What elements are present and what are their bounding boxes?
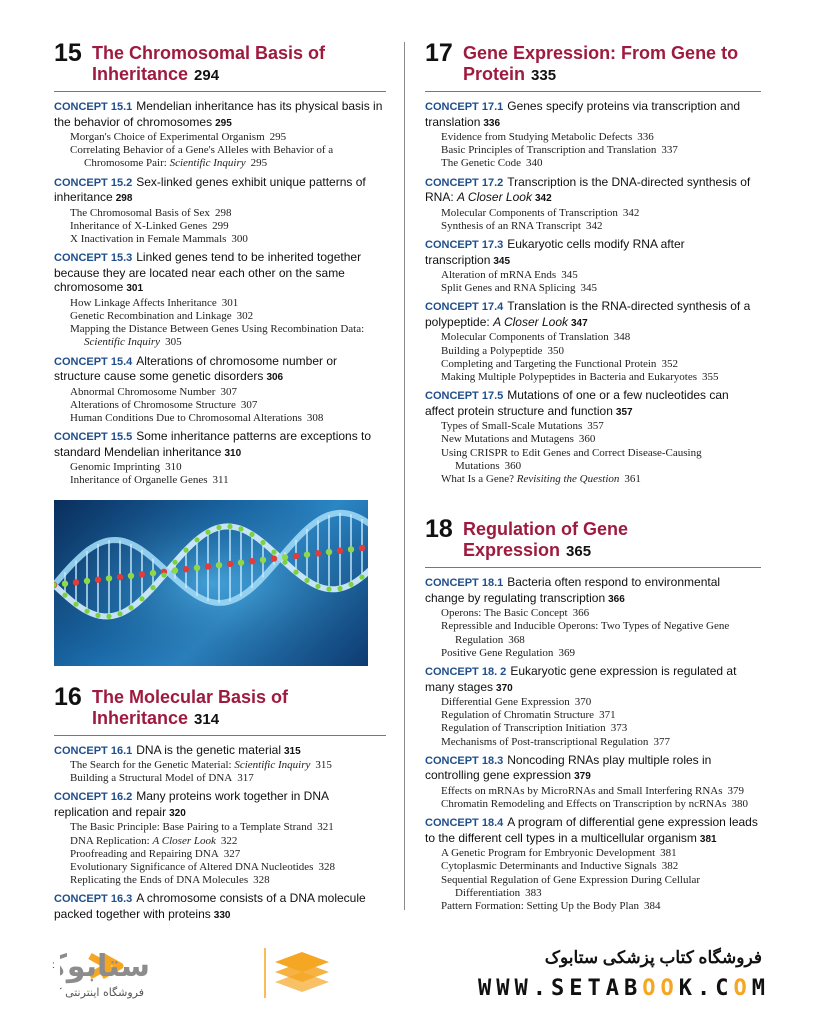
- topic-page: 380: [731, 798, 748, 811]
- topic-text: Alterations of Chromosome Structure: [70, 398, 236, 411]
- topic-page: 295: [269, 131, 287, 143]
- topic-page: 311: [212, 474, 229, 487]
- concept-text: A program of differential gene expression leads to the different cell types in a multicellular organism: [425, 815, 758, 845]
- concept-page: 315: [283, 745, 301, 757]
- topic-text: Pattern Formation: Setting Up the Body Plan: [441, 900, 639, 913]
- topic-page: 342: [622, 206, 640, 219]
- topic-item[interactable]: [70, 821, 386, 834]
- topic-item[interactable]: [441, 433, 761, 446]
- topic-item[interactable]: [441, 736, 761, 749]
- chapter-number: 15: [54, 39, 82, 67]
- topic-page: 342: [585, 219, 603, 232]
- topic-page: 295: [250, 157, 268, 170]
- topic-list: [54, 297, 386, 350]
- topic-page: 366: [572, 607, 590, 620]
- topic-text: Sequential Regulation of Gene Expression During Cellular Differentiation: [441, 873, 701, 899]
- topic-text: New Mutations and Mutagens: [441, 433, 574, 446]
- topic-item[interactable]: [441, 620, 761, 646]
- topic-text: Synthesis of an RNA Transcript: [441, 219, 581, 232]
- topic-text: Cytoplasmic Determinants and Inductive Signals: [441, 860, 657, 873]
- topic-page: 299: [212, 219, 229, 232]
- topic-page: 350: [547, 344, 564, 357]
- chapter-header: [54, 40, 386, 92]
- topic-item[interactable]: [441, 420, 761, 433]
- chapter-page: 365: [566, 543, 592, 561]
- topic-page: 327: [223, 847, 241, 860]
- topic-list: [54, 461, 386, 487]
- concept-page: 310: [224, 447, 242, 459]
- concept-text: Mendelian inheritance has its physical basis in the behavior of chromosomes: [54, 99, 383, 129]
- concept-page: 347: [571, 317, 588, 329]
- concept-page: 306: [266, 372, 284, 384]
- topic-item[interactable]: [70, 131, 386, 144]
- chapter-title[interactable]: [463, 40, 761, 86]
- topic-text: Building a Structural Model of DNA: [70, 772, 233, 785]
- chapter-header: [54, 684, 386, 736]
- concept-heading[interactable]: [54, 429, 386, 461]
- concept-text: Linked genes tend to be inherited together because they are located near each other on the same chromosome: [54, 250, 362, 295]
- topic-text: Morgan's Choice of Experimental Organism: [70, 131, 265, 143]
- setabook-logo-graphic: [60, 942, 350, 1002]
- topic-page: 382: [661, 860, 679, 873]
- topic-text: DNA Replication:: [70, 834, 153, 847]
- concept-text: Noncoding RNAs play multiple roles in controlling gene expression: [425, 752, 712, 783]
- concept-text-italic: A Closer Look: [457, 190, 532, 205]
- topic-text: Completing and Targeting the Functional Protein: [441, 357, 657, 370]
- setabook-logo: [60, 942, 350, 1002]
- topic-page: 305: [165, 336, 182, 349]
- topic-text: Correlating Behavior of a Gene's Alleles with Behavior of a Chromosome Pair:: [70, 144, 334, 170]
- topic-item[interactable]: [441, 722, 761, 735]
- topic-text: A Genetic Program for Embryonic Development: [441, 847, 656, 860]
- topic-text: Regulation of Chromatin Structure: [441, 709, 595, 722]
- topic-text: Types of Small-Scale Mutations: [441, 420, 583, 433]
- topic-text: Repressible and Inducible Operons: Two Types of Negative Gene Regulation: [441, 620, 730, 646]
- topic-page: 308: [306, 411, 324, 424]
- concept-entry: [425, 815, 761, 913]
- topic-italic: Scientific Inquiry: [234, 759, 311, 772]
- topic-page: 345: [561, 269, 578, 282]
- topic-item[interactable]: [441, 144, 761, 157]
- chapter-number: 16: [54, 682, 82, 711]
- concept-text: A chromosome consists of a DNA molecule packed together with proteins: [54, 891, 366, 921]
- concept-heading[interactable]: [54, 354, 386, 386]
- concept-label: CONCEPT 17.4: [425, 301, 504, 314]
- topic-page: 371: [599, 709, 616, 722]
- topic-page: 373: [610, 722, 628, 735]
- page-mark: :: [52, 960, 55, 971]
- topic-item[interactable]: [70, 861, 386, 874]
- topic-page: 360: [504, 459, 522, 472]
- concept-heading[interactable]: [425, 575, 761, 607]
- concept-entry: [425, 664, 761, 749]
- topic-item[interactable]: [70, 310, 386, 323]
- topic-text: Positive Gene Regulation: [441, 646, 554, 659]
- topic-page: 307: [220, 385, 237, 398]
- concept-heading[interactable]: [425, 99, 761, 131]
- topic-item[interactable]: [441, 157, 761, 170]
- chapter-title[interactable]: [463, 516, 761, 562]
- topic-page: 298: [214, 206, 232, 219]
- concept-label: CONCEPT 16.3: [54, 893, 133, 906]
- concept-text: DNA is the genetic material: [136, 742, 281, 757]
- topic-item[interactable]: [70, 759, 386, 772]
- left-column: [54, 40, 386, 923]
- topic-page: 383: [525, 886, 542, 899]
- topic-text: Effects on mRNAs by MicroRNAs and Small Interfering RNAs: [441, 784, 723, 797]
- chapter-title-text: Regulation of Gene Expression: [463, 519, 629, 561]
- topic-item[interactable]: [441, 798, 761, 811]
- topic-italic: Scientific Inquiry: [169, 157, 246, 170]
- concept-page: 301: [126, 283, 144, 295]
- concept-heading[interactable]: [425, 388, 761, 420]
- chapter-header: [425, 516, 761, 568]
- topic-item[interactable]: [70, 386, 386, 399]
- chapter-title-text: The Chromosomal Basis of Inheritance: [92, 43, 326, 84]
- topic-page: 381: [660, 847, 677, 860]
- concept-page: 381: [699, 833, 717, 845]
- topic-text: Building a Polypeptide: [441, 344, 543, 357]
- right-column: [425, 40, 761, 913]
- concept-heading[interactable]: [54, 99, 386, 131]
- topic-text: The Genetic Code: [441, 157, 522, 170]
- topic-text: What Is a Gene?: [441, 473, 517, 486]
- topic-text: Chromatin Remodeling and Effects on Transcription by ncRNAs: [441, 798, 727, 811]
- concept-entry: [425, 99, 761, 171]
- topic-item[interactable]: [70, 461, 386, 474]
- concept-entry: [54, 891, 386, 923]
- topic-text: Proofreading and Repairing DNA: [70, 847, 219, 860]
- concept-entry: [425, 237, 761, 295]
- chapter-page: 335: [531, 67, 557, 84]
- topic-text: Molecular Components of Transcription: [441, 206, 618, 219]
- topic-text: Replicating the Ends of DNA Molecules: [70, 874, 249, 887]
- concept-page: 345: [493, 255, 511, 267]
- topic-item[interactable]: [441, 647, 761, 660]
- topic-text: Inheritance of X-Linked Genes: [70, 219, 208, 232]
- concept-label: CONCEPT 17.3: [425, 239, 504, 252]
- chapter-header: [425, 40, 761, 92]
- concept-page: 298: [115, 193, 133, 205]
- topic-text: Alteration of mRNA Ends: [441, 269, 557, 282]
- topic-page: 336: [637, 131, 654, 143]
- dna-helix-image: [54, 500, 368, 666]
- column-divider: [404, 42, 405, 910]
- topic-page: 377: [653, 735, 670, 748]
- topic-item[interactable]: [441, 345, 761, 358]
- svg-text:فروشگاه اینترنتی کتاب: فروشگاه اینترنتی: [65, 986, 144, 999]
- topic-text: Basic Principles of Transcription and Translation: [441, 144, 657, 157]
- concept-entry: [54, 99, 386, 171]
- topic-item[interactable]: [70, 399, 386, 412]
- topic-item[interactable]: [70, 772, 386, 785]
- topic-page: 357: [587, 420, 604, 433]
- concept-text: Sex-linked genes exhibit unique patterns of inheritance: [54, 174, 366, 205]
- concept-label: CONCEPT 15.2: [54, 176, 133, 189]
- topic-text: Inheritance of Organelle Genes: [70, 474, 208, 487]
- concept-heading[interactable]: [425, 299, 761, 331]
- topic-item[interactable]: [70, 412, 386, 425]
- concept-label: CONCEPT 15.1: [54, 101, 133, 113]
- topic-item[interactable]: [70, 220, 386, 233]
- topic-item[interactable]: [441, 358, 761, 371]
- concept-page: 320: [169, 807, 186, 819]
- topic-page: 317: [237, 772, 254, 785]
- chapter-title[interactable]: [92, 40, 386, 86]
- topic-text: Genetic Recombination and Linkage: [70, 309, 232, 322]
- concept-page: 357: [615, 406, 633, 418]
- topic-list: [425, 696, 761, 749]
- concept-entry: [54, 175, 386, 247]
- concept-text: Translation is the RNA-directed synthesis of a polypeptide:: [425, 299, 751, 329]
- concept-label: CONCEPT 15.3: [54, 252, 133, 265]
- concept-label: CONCEPT 18.4: [425, 817, 504, 830]
- concept-heading[interactable]: [425, 237, 761, 269]
- concept-page: 295: [215, 117, 232, 129]
- chapter-18: [425, 516, 761, 913]
- chapter-number: 18: [425, 515, 453, 544]
- topic-item[interactable]: [441, 473, 761, 486]
- concept-text: Some inheritance patterns are exceptions to standard Mendelian inheritance: [54, 429, 372, 459]
- chapter-17: [425, 40, 761, 486]
- topic-page: 310: [165, 461, 182, 474]
- store-name-persian: فروشگاه کتاب پزشکی ستابوک: [544, 948, 762, 967]
- topic-text: Evolutionary Significance of Altered DNA Nucleotides: [70, 861, 314, 874]
- svg-text:ستابوک: ستابو: [66, 949, 150, 984]
- topic-item[interactable]: [441, 207, 761, 220]
- topic-text: Differential Gene Expression: [441, 696, 570, 709]
- concept-entry: [425, 388, 761, 486]
- website-url: [478, 976, 770, 1001]
- topic-italic: Scientific Inquiry: [84, 336, 161, 349]
- concept-heading[interactable]: [54, 789, 386, 821]
- concept-heading[interactable]: [425, 175, 761, 207]
- topic-page: 315: [315, 759, 332, 772]
- topic-page: 370: [574, 696, 592, 709]
- topic-item[interactable]: [441, 696, 761, 709]
- topic-page: 384: [644, 900, 661, 913]
- topic-page: 307: [240, 398, 258, 411]
- topic-item[interactable]: [441, 269, 761, 282]
- concept-label: CONCEPT 18.1: [425, 577, 504, 590]
- concept-label: CONCEPT 17.5: [425, 390, 504, 403]
- chapter-page: 314: [194, 710, 220, 728]
- topic-page: 368: [508, 633, 525, 646]
- concept-text: Eukaryotic gene expression is regulated at many stages: [425, 664, 737, 694]
- topic-page: 355: [702, 371, 719, 384]
- chapter-16: [54, 684, 386, 924]
- topic-item[interactable]: [70, 233, 386, 246]
- concept-text-italic: A Closer Look: [493, 314, 568, 329]
- topic-text: Human Conditions Due to Chromosomal Alterations: [70, 411, 302, 424]
- concept-text: Many proteins work together in DNA replication and repair: [54, 789, 329, 819]
- website-text: WWW.SETABOOK.COM: [478, 976, 770, 1001]
- concept-entry: [54, 789, 386, 887]
- concept-entry: [54, 354, 386, 426]
- topic-item[interactable]: [70, 323, 386, 349]
- concept-heading[interactable]: [54, 175, 386, 207]
- concept-label: CONCEPT 16.2: [54, 791, 133, 804]
- concept-text: Bacteria often respond to environmental change by regulating transcription: [425, 575, 721, 605]
- topic-text: Regulation of Transcription Initiation: [441, 722, 606, 735]
- topic-text: Making Multiple Polypeptides in Bacteria and Eukaryotes: [441, 371, 698, 384]
- topic-item[interactable]: [70, 207, 386, 220]
- dna-illustration: [54, 500, 368, 666]
- concept-label: CONCEPT 18. 2: [425, 666, 507, 679]
- concept-text: Eukaryotic cells modify RNA after transcription: [425, 237, 685, 267]
- topic-item[interactable]: [70, 835, 386, 848]
- topic-page: 361: [624, 473, 641, 486]
- topic-item[interactable]: [441, 874, 761, 900]
- topic-list: [54, 386, 386, 426]
- topic-text: Using CRISPR to Edit Genes and Correct Disease-Causing Mutations: [441, 446, 702, 472]
- topic-item[interactable]: [441, 331, 761, 344]
- topic-page: 300: [231, 233, 248, 246]
- topic-item[interactable]: [70, 474, 386, 487]
- topic-item[interactable]: [441, 900, 761, 913]
- concept-page: 330: [213, 909, 231, 921]
- concept-heading[interactable]: [54, 250, 386, 297]
- concept-label: CONCEPT 18.3: [425, 754, 504, 767]
- topic-text: How Linkage Affects Inheritance: [70, 296, 217, 309]
- concept-label: CONCEPT 15.5: [54, 431, 133, 444]
- topic-item[interactable]: [441, 709, 761, 722]
- topic-list: [54, 131, 386, 171]
- topic-text: Split Genes and RNA Splicing: [441, 282, 576, 295]
- topic-item[interactable]: [441, 371, 761, 384]
- topic-item[interactable]: [441, 282, 761, 295]
- topic-italic: Revisiting the Question: [516, 473, 620, 486]
- concept-entry: [54, 429, 386, 487]
- chapter-title-text: The Molecular Basis of Inheritance: [92, 686, 289, 728]
- topic-list: [425, 331, 761, 384]
- concept-entry: [425, 753, 761, 811]
- concept-heading[interactable]: [54, 743, 386, 760]
- concept-page: 336: [483, 117, 501, 129]
- concept-entry: [425, 299, 761, 384]
- topic-text: The Basic Principle: Base Pairing to a Template Strand: [70, 821, 313, 834]
- topic-text: Operons: The Basic Concept: [441, 607, 568, 620]
- concept-heading[interactable]: [425, 664, 761, 696]
- topic-page: 328: [253, 874, 270, 887]
- topic-item[interactable]: [70, 874, 386, 887]
- concept-text: Mutations of one or a few nucleotides can affect protein structure and function: [425, 388, 729, 418]
- topic-item[interactable]: [441, 847, 761, 860]
- topic-text: The Search for the Genetic Material:: [70, 759, 235, 772]
- topic-text: Molecular Components of Translation: [441, 331, 609, 344]
- footer-banner: [0, 930, 836, 1010]
- topic-item[interactable]: [70, 848, 386, 861]
- concept-label: CONCEPT 17.2: [425, 176, 504, 189]
- topic-text: Genomic Imprinting: [70, 461, 161, 474]
- topic-page: 369: [558, 646, 575, 659]
- concept-page: 366: [608, 593, 625, 605]
- topic-text: Mechanisms of Post-transcriptional Regulation: [441, 735, 649, 748]
- chapter-title[interactable]: [92, 684, 386, 730]
- topic-text: X Inactivation in Female Mammals: [70, 233, 227, 246]
- concept-entry: [425, 175, 761, 233]
- topic-page: 321: [317, 821, 334, 834]
- topic-item[interactable]: [441, 607, 761, 620]
- concept-entry: [54, 250, 386, 349]
- concept-entry: [54, 743, 386, 786]
- concept-entry: [425, 575, 761, 660]
- topic-page: 360: [578, 433, 596, 446]
- topic-page: 337: [661, 144, 678, 157]
- topic-italic: A Closer Look: [152, 834, 216, 847]
- topic-list: [425, 207, 761, 233]
- topic-item[interactable]: [441, 785, 761, 798]
- concept-text: Alterations of chromosome number or structure cause some genetic disorders: [54, 353, 338, 384]
- topic-list: [54, 207, 386, 247]
- topic-text: The Chromosomal Basis of Sex: [70, 206, 210, 219]
- topic-item[interactable]: [441, 447, 761, 473]
- topic-item[interactable]: [70, 297, 386, 310]
- chapter-page: 294: [194, 67, 220, 84]
- concept-heading[interactable]: [425, 815, 761, 847]
- concept-label: CONCEPT 16.1: [54, 744, 133, 757]
- topic-text: Evidence from Studying Metabolic Defects: [441, 131, 633, 143]
- topic-page: 352: [661, 357, 678, 370]
- topic-item[interactable]: [70, 144, 386, 170]
- concept-text: Transcription is the DNA-directed synthesis of RNA:: [425, 174, 751, 205]
- topic-page: 345: [580, 282, 597, 295]
- topic-list: [54, 759, 386, 785]
- chapter-number: 17: [425, 39, 453, 67]
- topic-list: [425, 607, 761, 660]
- concept-text: Genes specify proteins via transcription and translation: [425, 99, 741, 129]
- topic-text: Abnormal Chromosome Number: [70, 385, 216, 398]
- concept-page: 379: [574, 771, 591, 783]
- concept-page: 370: [496, 682, 513, 694]
- topic-text: Mapping the Distance Between Genes Using Recombination Data:: [70, 323, 365, 336]
- topic-page: 328: [318, 861, 335, 874]
- chapter-title-text: Gene Expression: From Gene to Protein: [463, 43, 739, 84]
- topic-page: 379: [727, 784, 744, 797]
- topic-list: [425, 131, 761, 171]
- topic-list: [425, 420, 761, 486]
- topic-page: 348: [613, 331, 631, 344]
- topic-list: [54, 821, 386, 887]
- topic-list: [425, 785, 761, 811]
- topic-page: 322: [220, 834, 238, 847]
- topic-page: 301: [221, 296, 239, 309]
- topic-item[interactable]: [441, 220, 761, 233]
- topic-page: 302: [236, 309, 254, 322]
- concept-heading[interactable]: [54, 891, 386, 923]
- topic-item[interactable]: [441, 131, 761, 144]
- concept-heading[interactable]: [425, 753, 761, 785]
- topic-list: [425, 269, 761, 295]
- chapter-15: [54, 40, 386, 488]
- concept-label: CONCEPT 17.1: [425, 101, 504, 113]
- topic-page: 340: [526, 157, 543, 170]
- concept-label: CONCEPT 15.4: [54, 355, 133, 368]
- topic-item[interactable]: [441, 860, 761, 873]
- concept-page: 342: [534, 193, 552, 205]
- topic-list: [425, 847, 761, 913]
